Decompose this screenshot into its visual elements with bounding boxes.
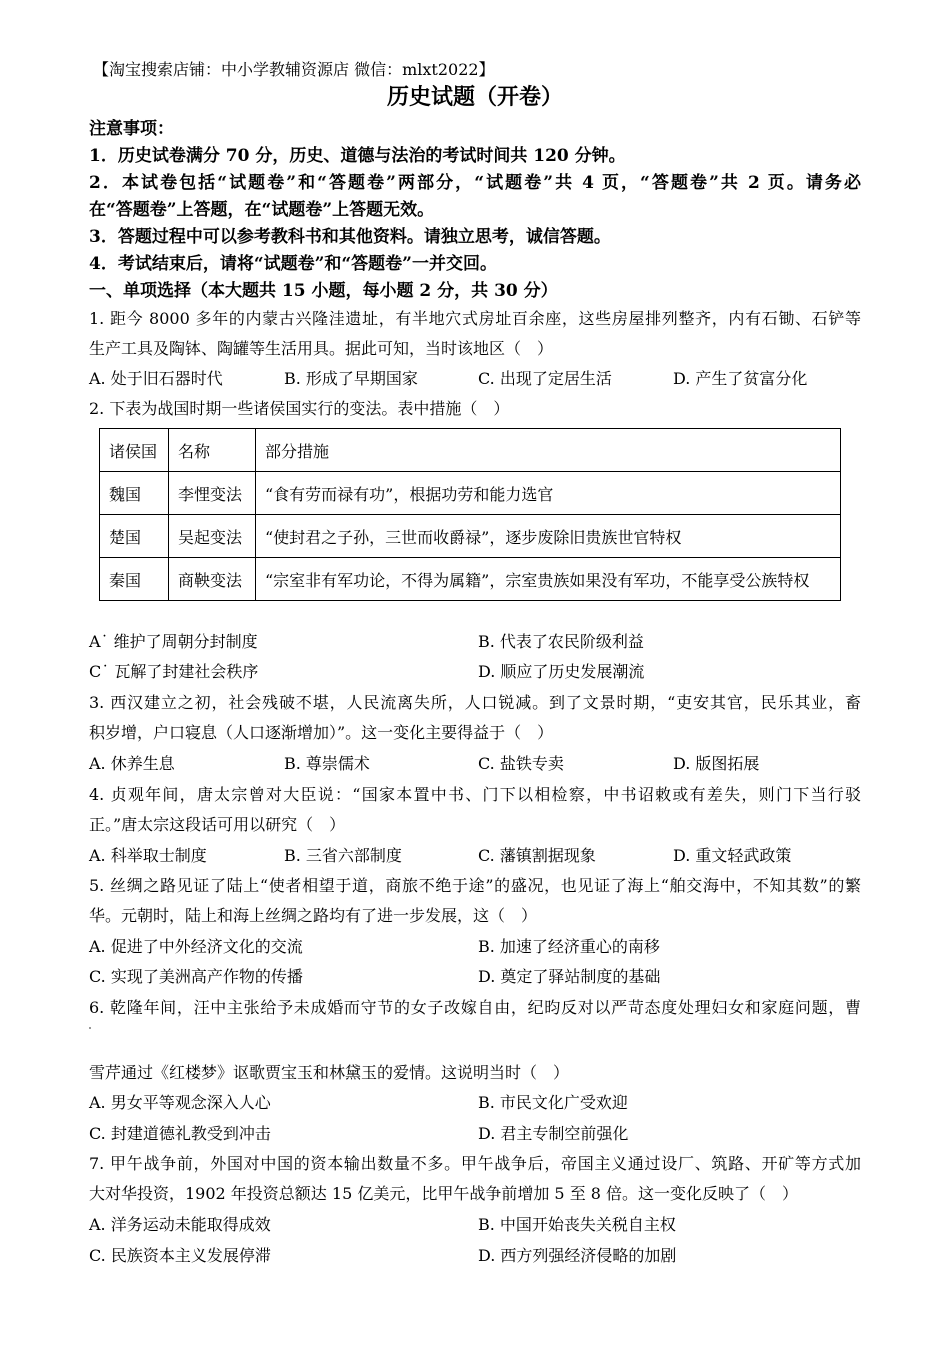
option-b: B. 市民文化广受欢迎 [478,1093,628,1112]
question-6-text: 雪芹通过《红楼梦》讴歌贾宝玉和林黛玉的爱情。这说明当时（ ） [89,1063,570,1082]
question-3-text: 积岁增，户口寝息（人口逐渐增加）”。这一变化主要得益于（ ） [89,723,554,742]
table-cell: 李悝变法 [169,472,256,515]
notice-item: 1．历史试卷满分 70 分，历史、道德与法治的考试时间共 120 分钟。 [89,146,626,166]
option-b: B. 加速了经济重心的南移 [478,937,660,956]
notice-item: 4．考试结束后，请将“试题卷”和“答题卷”一并交回。 [89,254,497,274]
table-cell: 魏国 [100,472,169,515]
section-heading: 一、单项选择（本大题共 15 小题，每小题 2 分，共 30 分） [89,281,558,301]
page-mark [89,1027,91,1029]
option-d: D. 奠定了驿站制度的基础 [478,967,661,986]
option-a: A. 洋务运动未能取得成效 [89,1215,271,1234]
option-c: C. 盐铁专卖 [478,754,564,773]
notice-item: 在“答题卷”上答题，在“试题卷”上答题无效。 [89,200,435,220]
option-d: D. 版图拓展 [673,754,760,773]
question-1-text: 生产工具及陶钵、陶罐等生活用具。据此可知，当时该地区（ ） [89,339,554,358]
option-c: C. 封建道德礼教受到冲击 [89,1124,271,1143]
table-row [100,558,841,601]
table-cell: 吴起变法 [169,515,256,558]
table-header-row [100,429,841,472]
table-row [100,515,841,558]
option-b: B. 代表了农民阶级利益 [478,632,644,651]
notice-item: 2．本试卷包括“试题卷”和“答题卷”两部分，“试题卷”共 4 页，“答题卷”共 2 页。请务必 [89,173,861,193]
table-cell: 楚国 [100,515,169,558]
table-cell: “使封君之子孙，三世而收爵禄”，逐步废除旧贵族世官特权 [256,515,841,558]
question-5-text: 华。元朝时，陆上和海上丝绸之路均有了进一步发展，这（ ） [89,906,538,925]
question-4-text: 正。”唐太宗这段话可用以研究（ ） [89,815,346,834]
question-7-text: 大对华投资，1902 年投资总额达 15 亿美元，比甲午战争前增加 5 至 8 倍。这一变化反映了（ ） [89,1184,799,1203]
option-d: D. 重文轻武政策 [673,846,792,865]
table-header-cell: 部分措施 [256,429,841,472]
table-cell: “食有劳而禄有功”，根据功劳和能力选官 [256,472,841,515]
option-b: B. 尊崇儒术 [284,754,370,773]
option-a: A. 男女平等观念深入人心 [89,1093,271,1112]
option-c: C. 藩镇割据现象 [478,846,596,865]
page-title: 历史试题（开卷） [386,84,563,110]
option-a: A. 处于旧石器时代 [89,369,223,388]
question-4-text: 4. 贞观年间，唐太宗曾对大臣说：“国家本置中书、门下以相检察，中书诏敕或有差失，则门下当行驳 [89,785,861,804]
option-c: C. 出现了定居生活 [478,369,612,388]
table-row [100,472,841,515]
option-b: B. 三省六部制度 [284,846,402,865]
table-cell: 秦国 [100,558,169,601]
question-6-text: 6. 乾隆年间，汪中主张给予未成婚而守节的女子改嫁自由，纪昀反对以严苛态度处理妇女和家庭问题，曹 [89,998,861,1017]
option-d: D. 产生了贫富分化 [673,369,808,388]
header-line: 【淘宝搜索店铺：中小学教辅资源店 微信：mlxt2022】 [93,60,495,79]
table-header-cell: 诸侯国 [100,429,169,472]
option-c: C˙ 瓦解了封建社会秩序 [89,662,259,681]
option-d: D. 西方列强经济侵略的加剧 [478,1246,677,1265]
table-cell: “宗室非有军功论，不得为属籍”，宗室贵族如果没有军功，不能享受公族特权 [256,558,841,601]
question-5-text: 5. 丝绸之路见证了陆上“使者相望于道，商旅不绝于途”的盛况，也见证了海上“舶交海中，不知其数”的繁 [89,876,861,895]
notice-heading: 注意事项： [89,119,174,139]
option-c: C. 实现了美洲高产作物的传播 [89,967,303,986]
option-a: A˙ 维护了周朝分封制度 [89,632,258,651]
table-cell: 商鞅变法 [169,558,256,601]
option-d: D. 君主专制空前强化 [478,1124,629,1143]
option-a: A. 科举取士制度 [89,846,207,865]
option-d: D. 顺应了历史发展潮流 [478,662,645,681]
option-a: A. 促进了中外经济文化的交流 [89,937,303,956]
option-b: B. 中国开始丧失关税自主权 [478,1215,676,1234]
option-b: B. 形成了早期国家 [284,369,418,388]
option-a: A. 休养生息 [89,754,175,773]
question-7-text: 7. 甲午战争前，外国对中国的资本输出数量不多。甲午战争后，帝国主义通过设厂、筑路、开矿等方式加 [89,1154,861,1173]
question-1-text: 1. 距今 8000 多年的内蒙古兴隆洼遗址，有半地穴式房址百余座，这些房屋排列整齐，内有石锄、石铲等 [89,309,861,328]
notice-item: 3．答题过程中可以参考教科书和其他资料。请独立思考，诚信答题。 [89,227,611,247]
option-c: C. 民族资本主义发展停滞 [89,1246,271,1265]
question-3-text: 3. 西汉建立之初，社会残破不堪，人民流离失所，人口锐减。到了文景时期，“吏安其官，民乐其业，畜 [89,693,861,712]
question-2-text: 2. 下表为战国时期一些诸侯国实行的变法。表中措施（ ） [89,399,510,418]
reform-table [99,428,841,601]
table-header-cell: 名称 [169,429,256,472]
